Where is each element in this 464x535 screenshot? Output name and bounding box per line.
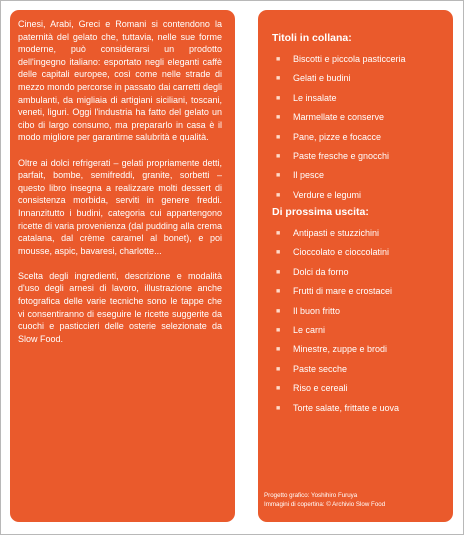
list-item: ■ Cioccolato e cioccolatini bbox=[272, 243, 399, 262]
list-item: ■ Il buon fritto bbox=[272, 302, 399, 321]
list-item: ■ Riso e cereali bbox=[272, 379, 399, 398]
square-bullet-icon: ■ bbox=[276, 307, 281, 315]
list-item: ■ Frutti di mare e crostacei bbox=[272, 282, 399, 301]
blurb-paragraph-2: Oltre ai dolci refrigerati – gelati propriamente detti, parfait, bombe, semifreddi, granite, sorbetti – questo libro insegna a realizzare molti dessert di consistenza morbida, serviti in genere freddi. Innanzitutto i budini, categoria cui appartengono ricette di varia provenienza (dal pudding alla crema catalana, dal crème caramel al bonet), e poi mousse, aspic, bavaresi, charlotte... bbox=[18, 157, 222, 256]
square-bullet-icon: ■ bbox=[276, 230, 281, 237]
list-item: ■ Biscotti e piccola pasticceria bbox=[272, 50, 406, 69]
list-item: ■ Minestre, zuppe e brodi bbox=[272, 340, 399, 359]
square-bullet-icon: ■ bbox=[276, 152, 281, 160]
list-item: ■ Le insalate bbox=[272, 89, 406, 108]
list-item: ■ Gelati e budini bbox=[272, 69, 406, 88]
list-item: ■ Dolci da forno bbox=[272, 263, 399, 282]
square-bullet-icon: ■ bbox=[276, 191, 281, 199]
upcoming-heading: Di prossima uscita: bbox=[272, 206, 369, 218]
square-bullet-icon: ■ bbox=[276, 249, 281, 257]
list-item: ■ Marmellate e conserve bbox=[272, 108, 406, 127]
square-bullet-icon: ■ bbox=[276, 133, 281, 141]
blurb-text bbox=[18, 18, 222, 358]
cover-images-credit: Immagini di copertina: © Archivio Slow Food bbox=[264, 501, 386, 508]
right-flap-panel bbox=[258, 10, 453, 522]
credits bbox=[264, 491, 385, 509]
square-bullet-icon: ■ bbox=[276, 56, 281, 63]
square-bullet-icon: ■ bbox=[276, 385, 281, 393]
list-item: ■ Le carni bbox=[272, 321, 399, 340]
square-bullet-icon: ■ bbox=[276, 365, 281, 373]
blurb-paragraph-1: Cinesi, Arabi, Greci e Romani si contendono la paternità del gelato che, tuttavia, nelle sue forme moderne, può considerarsi un prodotto dell'ingegno italiano: esportato negli eleganti caffè delle capitali europee, così come nelle strade di mezzo mondo percorse in passato dai carretti degli ambulanti, da migliaia di artigiani siciliani, toscani, veneti, liguri. Oggi l'industria ha fatto del gelato un cibo di largo consumo, ma prepararlo in casa è il modo migliore per garantirne salubrità e qualità. bbox=[18, 19, 222, 143]
upcoming-list bbox=[272, 224, 399, 418]
square-bullet-icon: ■ bbox=[276, 288, 281, 296]
list-item: ■ Paste secche bbox=[272, 360, 399, 379]
list-item: ■ Antipasti e stuzzichini bbox=[272, 224, 399, 243]
square-bullet-icon: ■ bbox=[276, 404, 281, 412]
blurb-paragraph-3: Scelta degli ingredienti, descrizione e modalità d'uso degli arnesi di lavoro, illustrazione anche fotografica delle varie tecniche sono le tappe che vi consentiranno di eseguire le ricette suggerite da cuochi e pasticcieri delle osterie selezionate da Slow Food. bbox=[18, 270, 222, 344]
square-bullet-icon: ■ bbox=[276, 326, 281, 334]
list-item: ■ Torte salate, frittate e uova bbox=[272, 399, 399, 418]
design-credit: Progetto grafico: Yoshihiro Furuya bbox=[264, 492, 358, 499]
list-item: ■ Paste fresche e gnocchi bbox=[272, 147, 406, 166]
list-item: ■ Il pesce bbox=[272, 166, 406, 185]
square-bullet-icon: ■ bbox=[276, 346, 281, 354]
square-bullet-icon: ■ bbox=[276, 94, 281, 102]
collana-heading: Titoli in collana: bbox=[272, 32, 352, 44]
square-bullet-icon: ■ bbox=[276, 75, 281, 83]
list-item: ■ Verdure e legumi bbox=[272, 186, 406, 205]
square-bullet-icon: ■ bbox=[276, 268, 281, 276]
list-item: ■ Pane, pizze e focacce bbox=[272, 128, 406, 147]
square-bullet-icon: ■ bbox=[276, 114, 281, 122]
collana-list bbox=[272, 50, 406, 205]
square-bullet-icon: ■ bbox=[276, 172, 281, 180]
left-flap-panel bbox=[10, 10, 235, 522]
